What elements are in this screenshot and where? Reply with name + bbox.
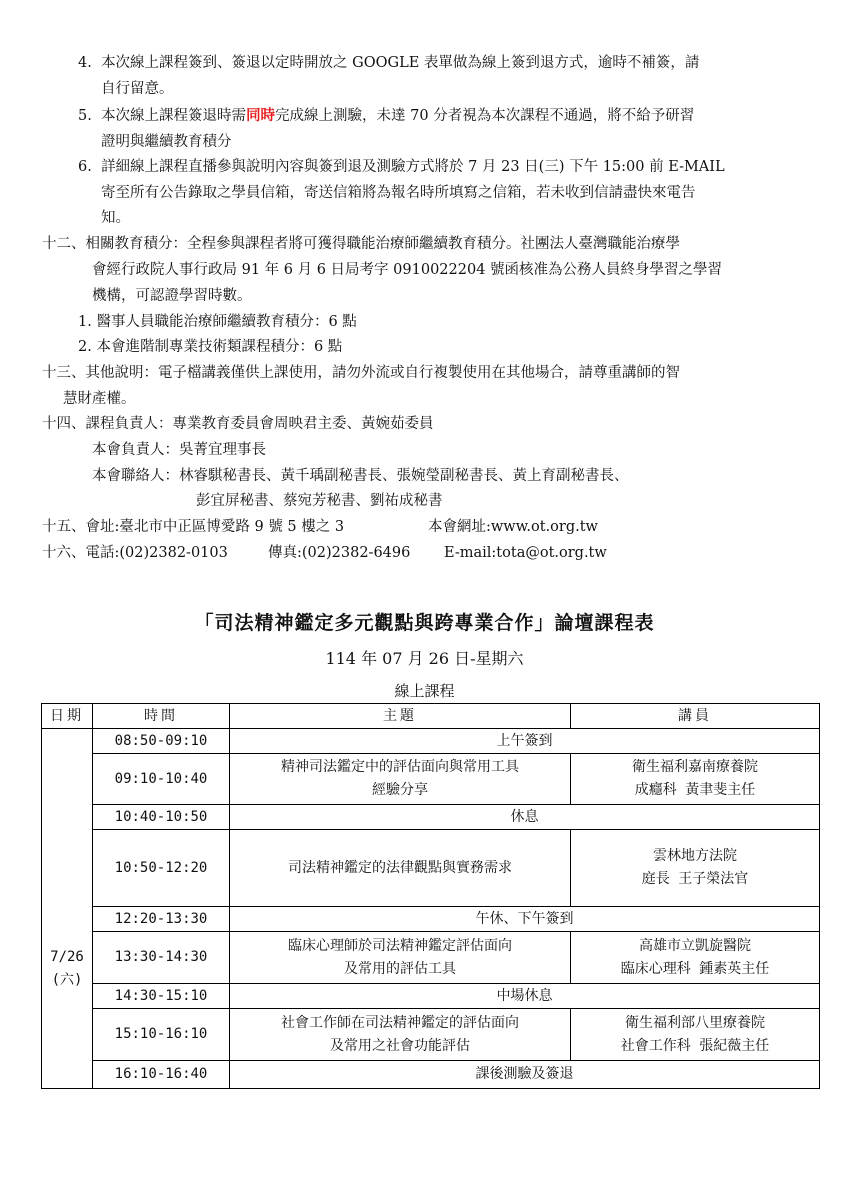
schedule-title: 「司法精神鑑定多元觀點與跨專業合作」論壇課程表 (194, 612, 655, 634)
section-14-text: 彭宜屏秘書、蔡宛芳秘書、劉祐成秘書 (196, 493, 443, 509)
topic-cell: 上午簽到 (230, 729, 820, 754)
header-topic: 主題 (230, 704, 571, 729)
topic-cell: 休息 (230, 805, 820, 830)
topic-line: 精神司法鑑定中的評估面向與常用工具 (281, 759, 519, 775)
note-item-4-cont: 自行留意。 (101, 81, 174, 97)
time-cell: 09:10-10:40 (93, 754, 230, 805)
section-12-text: 機構，可認證學習時數。 (92, 288, 252, 304)
table-row (42, 830, 820, 907)
speaker-cell (571, 1009, 820, 1061)
header-date: 日期 (42, 704, 93, 729)
note-item-4 (78, 53, 699, 73)
section-12-sub-2: 2. 本會進階制專業技術類課程積分：6 點 (78, 339, 343, 355)
fax-number: 傳真:(02)2382-6496 (268, 545, 411, 561)
speaker-cell (571, 830, 820, 907)
time-cell: 08:50-09:10 (93, 729, 230, 754)
note-item-6 (78, 157, 725, 177)
section-14-text: 本會聯絡人：林睿騏秘書長、黃千瑀副秘書長、張婉瑩副秘書長、黃上育副秘書長、 (92, 468, 629, 484)
section-12-text: 會經行政院人事行政局 91 年 6 月 6 日局考字 0910022204 號函核准為公務人員終身學習之學習 (92, 262, 723, 278)
topic-line: 經驗分享 (372, 782, 428, 798)
table-row (42, 907, 820, 932)
note-item-5 (78, 106, 694, 126)
topic-line: 社會工作師在司法精神鑑定的評估面向 (281, 1014, 519, 1031)
speaker-cell (571, 932, 820, 984)
table-row (42, 805, 820, 830)
time-cell: 15:10-16:10 (93, 1009, 230, 1061)
topic-cell: 課後測驗及簽退 (230, 1061, 820, 1089)
section-15-address: 十五、會址:臺北市中正區博愛路 9 號 5 樓之 3 (42, 519, 345, 535)
day-date: 7/26 (50, 948, 84, 965)
note-number: 6. (78, 159, 92, 175)
time-cell: 13:30-14:30 (93, 932, 230, 984)
topic-cell (230, 754, 571, 805)
speaker-line: 衛生福利部八里療養院 (625, 1014, 765, 1031)
table-row (42, 932, 820, 984)
section-12-sub-1: 1. 醫事人員職能治療師繼續教育積分：6 點 (78, 314, 357, 330)
time-cell: 10:40-10:50 (93, 805, 230, 830)
speaker-line: 庭長 王子榮法官 (641, 871, 749, 887)
topic-line: 臨床心理師於司法精神鑑定評估面向 (288, 937, 512, 954)
topic-cell: 中場休息 (230, 984, 820, 1009)
time-cell: 14:30-15:10 (93, 984, 230, 1009)
header-time: 時間 (93, 704, 230, 729)
speaker-cell (571, 754, 820, 805)
table-header-row (42, 704, 820, 729)
time-cell: 10:50-12:20 (93, 830, 230, 907)
schedule-table (41, 703, 820, 1089)
speaker-line: 衛生福利嘉南療養院 (632, 759, 758, 775)
speaker-line: 雲林地方法院 (653, 848, 737, 864)
section-14-text: 本會負責人：吳菁宜理事長 (92, 442, 266, 458)
schedule-caption: 線上課程 (394, 682, 455, 700)
table-row (42, 754, 820, 805)
topic-line: 及常用之社會功能評估 (330, 1037, 470, 1054)
topic-cell (230, 1009, 571, 1061)
note-item-6-cont: 知。 (101, 210, 130, 226)
section-16-phone: 十六、電話:(02)2382-0103 (42, 545, 228, 561)
note-text: 詳細線上課程直播參與說明內容與簽到退及測驗方式將於 7 月 23 日(三) 下午 15:00 前 E-MAIL (101, 159, 725, 175)
day-weekday: (六) (51, 971, 83, 988)
note-text: 完成線上測驗，未達 70 分者視為本次課程不通過，將不給予研習 (275, 108, 695, 124)
table-row (42, 1061, 820, 1089)
topic-cell: 午休、下午簽到 (230, 907, 820, 932)
note-number: 5. (78, 108, 92, 124)
day-cell (42, 729, 93, 1089)
note-item-5-cont: 證明與繼續教育積分 (101, 134, 232, 150)
speaker-line: 高雄市立凱旋醫院 (639, 937, 751, 954)
note-text: 本次線上課程簽退時需 (101, 108, 247, 124)
note-text: 本次線上課程簽到、簽退以定時開放之 GOOGLE 表單做為線上簽到退方式，逾時不補簽，請 (101, 55, 700, 71)
topic-line: 及常用的評估工具 (344, 960, 456, 977)
section-13-heading: 十三、其他說明：電子檔講義僅供上課使用，請勿外流或自行複製使用在其他場合，請尊重講師的智 (42, 365, 680, 381)
speaker-line: 臨床心理科 鍾素英主任 (620, 960, 770, 977)
topic-cell (230, 932, 571, 984)
section-14-heading: 十四、課程負責人：專業教育委員會周映君主委、黃婉茹委員 (42, 416, 434, 432)
table-row (42, 1009, 820, 1061)
topic-cell: 司法精神鑑定的法律觀點與實務需求 (230, 830, 571, 907)
time-cell: 12:20-13:30 (93, 907, 230, 932)
time-cell: 16:10-16:40 (93, 1061, 230, 1089)
table-row (42, 984, 820, 1009)
table-row (42, 729, 820, 754)
website-link[interactable]: 本會網址:www.ot.org.tw (428, 519, 598, 535)
emphasis-text: 同時 (246, 107, 276, 124)
section-13-text: 慧財產權。 (63, 391, 136, 407)
note-number: 4. (78, 55, 92, 71)
speaker-line: 社會工作科 張紀薇主任 (620, 1037, 770, 1054)
section-12-heading: 十二、相關教育積分：全程參與課程者將可獲得職能治療師繼續教育積分。社團法人臺灣職能治療學 (42, 236, 680, 252)
schedule-date: 114 年 07 月 26 日-星期六 (325, 649, 524, 668)
header-speaker: 講員 (571, 704, 820, 729)
speaker-line: 成癮科 黃聿斐主任 (634, 782, 756, 798)
note-item-6-cont: 寄至所有公告錄取之學員信箱，寄送信箱將為報名時所填寫之信箱，若未收到信請盡快來電告 (101, 185, 696, 201)
email-link[interactable]: E-mail:tota@ot.org.tw (444, 545, 607, 561)
